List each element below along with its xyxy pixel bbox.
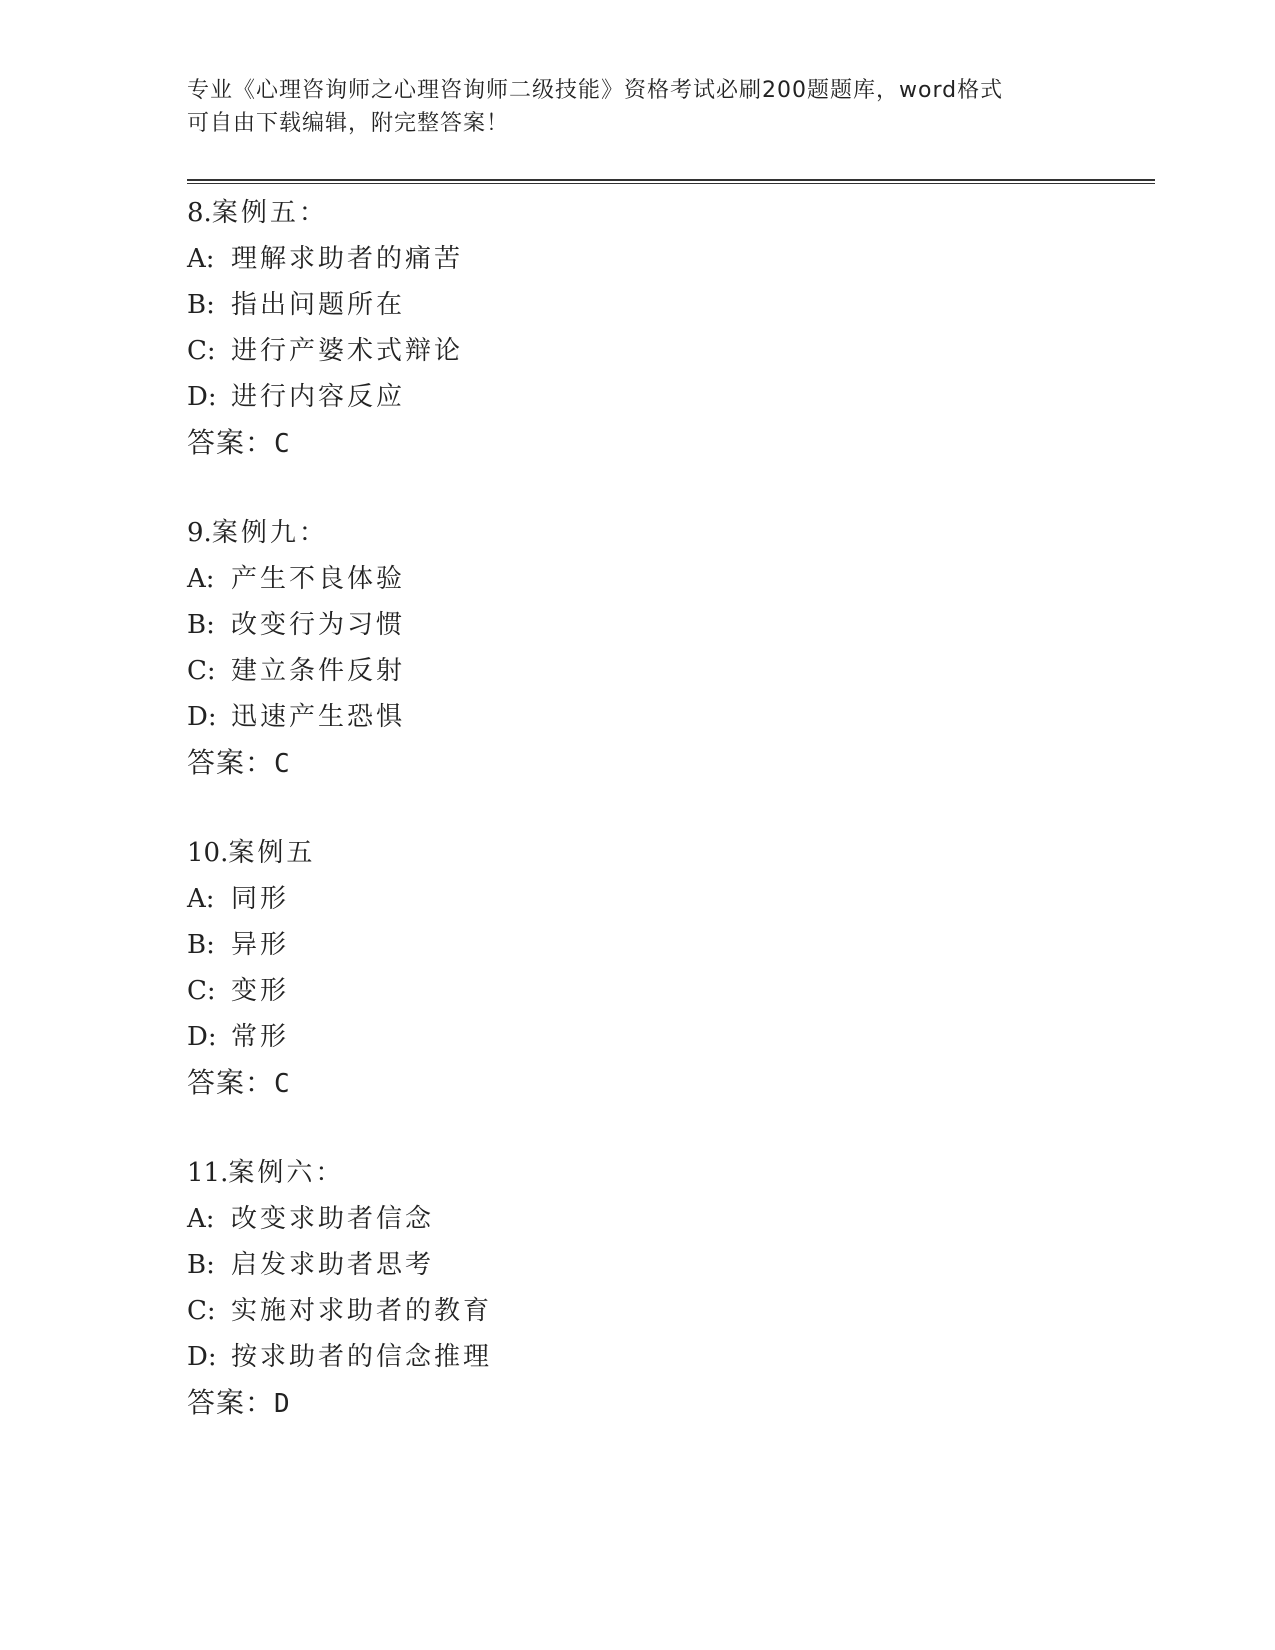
option-a bbox=[187, 1196, 1147, 1242]
answer-label: 答案： bbox=[187, 426, 275, 459]
answer-label: 答案： bbox=[187, 1066, 275, 1099]
answer-value: C bbox=[274, 749, 291, 779]
question-stem bbox=[187, 830, 1147, 876]
question-text: 案例六： bbox=[228, 1158, 345, 1188]
option-text: 建立条件反射 bbox=[231, 656, 406, 686]
question-8 bbox=[187, 190, 1147, 466]
option-letter: C: bbox=[187, 1296, 216, 1326]
option-text: 变形 bbox=[231, 976, 290, 1006]
question-number: 9. bbox=[187, 518, 212, 548]
option-d bbox=[187, 1334, 1147, 1380]
option-text: 进行产婆术式辩论 bbox=[231, 336, 464, 366]
option-text: 常形 bbox=[231, 1022, 290, 1052]
option-text: 指出问题所在 bbox=[231, 290, 406, 320]
option-letter: C: bbox=[187, 656, 216, 686]
option-letter: D: bbox=[187, 1342, 217, 1372]
answer-value: C bbox=[274, 429, 291, 459]
option-a bbox=[187, 236, 1147, 282]
header-divider bbox=[187, 179, 1155, 184]
option-letter: D: bbox=[187, 1022, 217, 1052]
option-c bbox=[187, 328, 1147, 374]
option-b bbox=[187, 1242, 1147, 1288]
question-stem bbox=[187, 1150, 1147, 1196]
question-text: 案例五： bbox=[211, 198, 328, 228]
question-list bbox=[187, 190, 1147, 1470]
option-text: 按求助者的信念推理 bbox=[231, 1342, 493, 1372]
option-c bbox=[187, 1288, 1147, 1334]
option-letter: B: bbox=[187, 610, 215, 640]
question-11 bbox=[187, 1150, 1147, 1426]
option-text: 迅速产生恐惧 bbox=[231, 702, 406, 732]
option-b bbox=[187, 602, 1147, 648]
option-letter: B: bbox=[187, 930, 215, 960]
option-a bbox=[187, 876, 1147, 922]
option-letter: D: bbox=[187, 382, 217, 412]
option-letter: B: bbox=[187, 290, 215, 320]
option-c bbox=[187, 968, 1147, 1014]
option-text: 实施对求助者的教育 bbox=[231, 1296, 493, 1326]
option-letter: A: bbox=[187, 884, 215, 914]
option-d bbox=[187, 694, 1147, 740]
option-letter: C: bbox=[187, 976, 216, 1006]
option-b bbox=[187, 282, 1147, 328]
option-letter: A: bbox=[187, 1204, 215, 1234]
question-9 bbox=[187, 510, 1147, 786]
question-number: 8. bbox=[187, 198, 212, 228]
option-a bbox=[187, 556, 1147, 602]
question-text: 案例九： bbox=[211, 518, 328, 548]
answer-label: 答案： bbox=[187, 1386, 275, 1419]
answer-label: 答案： bbox=[187, 746, 275, 779]
document-header bbox=[187, 74, 1087, 140]
option-letter: A: bbox=[187, 564, 215, 594]
question-10 bbox=[187, 830, 1147, 1106]
question-stem bbox=[187, 190, 1147, 236]
option-text: 异形 bbox=[231, 930, 290, 960]
option-text: 启发求助者思考 bbox=[231, 1250, 435, 1280]
question-number: 10. bbox=[187, 838, 229, 868]
option-letter: D: bbox=[187, 702, 217, 732]
answer-line bbox=[187, 420, 1147, 466]
option-c bbox=[187, 648, 1147, 694]
answer-value: D bbox=[274, 1389, 291, 1419]
question-stem bbox=[187, 510, 1147, 556]
header-line-1: 专业《心理咨询师之心理咨询师二级技能》资格考试必刷200题题库，word格式 bbox=[187, 78, 1004, 103]
option-d bbox=[187, 374, 1147, 420]
option-d bbox=[187, 1014, 1147, 1060]
answer-value: C bbox=[274, 1069, 291, 1099]
question-text: 案例五 bbox=[228, 838, 316, 868]
option-text: 进行内容反应 bbox=[231, 382, 406, 412]
header-line-2: 可自由下载编辑，附完整答案！ bbox=[187, 111, 510, 136]
option-text: 产生不良体验 bbox=[231, 564, 406, 594]
answer-line bbox=[187, 1060, 1147, 1106]
option-letter: A: bbox=[187, 244, 215, 274]
option-text: 改变求助者信念 bbox=[231, 1204, 435, 1234]
option-text: 理解求助者的痛苦 bbox=[231, 244, 464, 274]
answer-line bbox=[187, 740, 1147, 786]
option-letter: C: bbox=[187, 336, 216, 366]
option-text: 同形 bbox=[231, 884, 290, 914]
option-text: 改变行为习惯 bbox=[231, 610, 406, 640]
option-b bbox=[187, 922, 1147, 968]
option-letter: B: bbox=[187, 1250, 215, 1280]
answer-line bbox=[187, 1380, 1147, 1426]
question-number: 11. bbox=[187, 1158, 229, 1188]
